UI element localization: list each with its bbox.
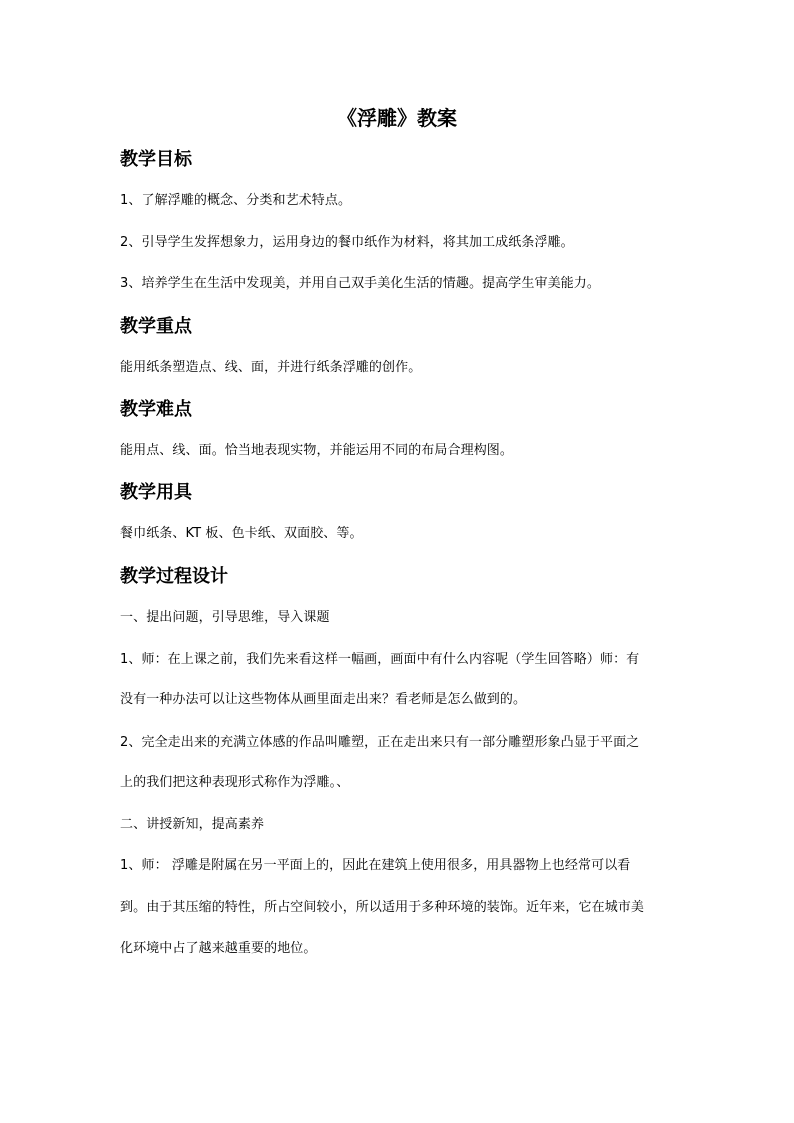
section-heading-materials: 教学用具 — [120, 482, 192, 503]
paragraph: 1、了解浮雕的概念、分类和艺术特点。 — [120, 193, 352, 208]
paragraph: 餐巾纸条、KT 板、色卡纸、双面胶、等。 — [120, 526, 363, 541]
paragraph: 1、师： 浮雕是附属在另一平面上的，因此在建筑上使用很多，用具器物上也经常可以看 — [120, 858, 631, 873]
section-heading-key-points: 教学重点 — [120, 316, 192, 337]
paragraph: 二、讲授新知，提高素养 — [120, 817, 265, 832]
paragraph: 2、完全走出来的充满立体感的作品叫雕塑，正在走出来只有一部分雕塑形象凸显于平面之 — [120, 735, 640, 750]
section-heading-difficulties: 教学难点 — [120, 399, 192, 420]
paragraph: 化环境中占了越来越重要的地位。 — [120, 941, 317, 956]
section-heading-objectives: 教学目标 — [120, 149, 192, 170]
paragraph: 一、提出问题，引导思维，导入课题 — [120, 610, 330, 625]
paragraph: 3、培养学生在生活中发现美，并用自己双手美化生活的情趣。提高学生审美能力。 — [120, 276, 600, 291]
paragraph: 没有一种办法可以让这些物体从画里面走出来？看老师是怎么做到的。 — [120, 692, 527, 707]
section-heading-process: 教学过程设计 — [120, 566, 228, 587]
paragraph: 1、师：在上课之前，我们先来看这样一幅画，画面中有什么内容呢（学生回答略）师：有 — [120, 652, 640, 667]
paragraph: 到。由于其压缩的特性，所占空间较小，所以适用于多种环境的装饰。近年来，它在城市美 — [120, 900, 645, 915]
paragraph: 能用点、线、面。恰当地表现实物，并能运用不同的布局合理构图。 — [120, 443, 514, 458]
paragraph: 2、引导学生发挥想象力，运用身边的餐巾纸作为材料，将其加工成纸条浮雕。 — [120, 235, 574, 250]
paragraph: 上的我们把这种表现形式称作为浮雕。、 — [120, 775, 350, 790]
document-title: 《浮雕》教案 — [337, 106, 457, 130]
paragraph: 能用纸条塑造点、线、面，并进行纸条浮雕的创作。 — [120, 360, 422, 375]
